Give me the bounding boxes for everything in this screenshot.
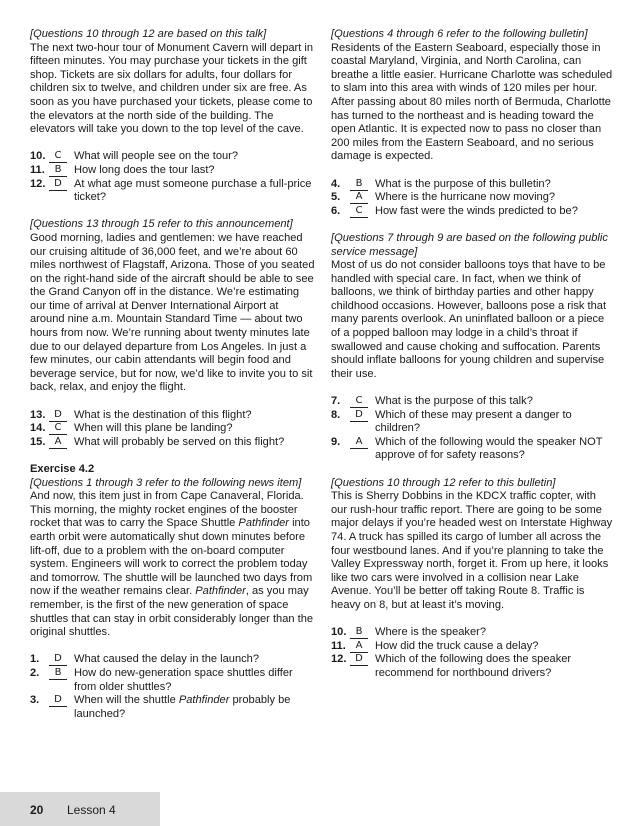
question-number: 4. (331, 177, 341, 190)
passage: This is Sherry Dobbins in the KDCX traffic copter, with our rush-hour traffic report. There are going to be some major delays if you’re headed west on Interstate Highway 74. A truck has spilled its cargo of lumber all across the four westbound lanes. And if you’re planning to take the Valley Expressway north, forget it. From up here, it looks like two cars were involved in a collision near Lake Avenue. You’ll be better off taking Route 8. Traffic is heavy on 8, but at least it’s moving. (331, 490, 613, 611)
page-number: 20 (30, 803, 44, 817)
answer-blank: D (49, 694, 67, 707)
answer-blank: A (350, 436, 368, 449)
answer-blank: D (350, 653, 368, 666)
question-item (30, 667, 315, 694)
section-heading: [Questions 10 through 12 refer to this bulletin] (331, 476, 556, 489)
answer-blank: C (350, 395, 368, 408)
passage-text: , as you may remember, is the first of the new generation of space shuttles that can stay in orbit considerably longer than the original shuttles. (30, 585, 314, 639)
question-text: What will people see on the tour? (74, 150, 239, 163)
question-text: What is the purpose of this talk? (375, 395, 533, 408)
answer-blank: B (350, 178, 368, 191)
answer-blank: A (350, 191, 368, 204)
question-number: 7. (331, 395, 341, 408)
question-number: 12. (331, 653, 347, 666)
question-list (30, 150, 315, 204)
answer-blank: D (49, 653, 67, 666)
page-footer (0, 792, 160, 826)
passage-text: And now, this item just in from Cape Canaveral, Florida. This morning, the mighty rocket engines of the booster rocket that was to carry the Space Shuttle (30, 490, 304, 530)
question-text: What will probably be served on this flight? (74, 435, 285, 448)
section-heading: [Questions 10 through 12 are based on this talk] (30, 28, 267, 40)
question-item (331, 395, 613, 409)
question-list (331, 395, 613, 463)
question-number: 13. (30, 408, 46, 421)
question-text (74, 694, 315, 721)
question-item (30, 653, 315, 667)
question-item (30, 409, 315, 423)
question-text: How did the truck cause a delay? (375, 639, 539, 652)
section-heading: [Questions 7 through 9 are based on the following public service message] (331, 231, 608, 258)
question-number: 3. (30, 694, 40, 707)
question-item (331, 640, 613, 654)
passage-italic: Pathfinder (238, 517, 289, 530)
left-column (30, 28, 315, 721)
answer-blank: A (49, 436, 67, 449)
answer-blank: D (350, 409, 368, 422)
question-item (331, 178, 613, 192)
question-item (30, 150, 315, 164)
section-heading: [Questions 13 through 15 refer to this announcement] (30, 218, 293, 231)
question-text: Where is the speaker? (375, 626, 486, 639)
question-number: 9. (331, 435, 341, 448)
question-text: How long does the tour last? (74, 163, 215, 176)
question-number: 6. (331, 204, 341, 217)
question-text: Which of the following would the speaker NOT approve of for safety reasons? (375, 435, 603, 462)
answer-blank: D (49, 409, 67, 422)
question-text: What caused the delay in the launch? (74, 653, 260, 666)
question-text: Which of the following does the speaker recommend for northbound drivers? (375, 653, 572, 679)
question-number: 14. (30, 422, 46, 435)
question-list (331, 626, 613, 680)
question-text: Where is the hurricane now moving? (375, 191, 556, 204)
question-text: How fast were the winds predicted to be? (375, 204, 578, 217)
question-item (331, 626, 613, 640)
question-item (30, 422, 315, 436)
passage: Residents of the Eastern Seaboard, especially those in coastal Maryland, Virginia, and North Carolina, can breathe a little easier. Hurricane Charlotte was scheduled to slam into this area with winds of 120 miles per hour. After passing about 80 miles north of Bermuda, Charlotte has turned to the northeast and is heading toward the open Atlantic. It is expected now to pass no closer than 200 miles from the Eastern Seaboard, and no serious damage is expected. (331, 41, 613, 163)
section-heading: [Questions 4 through 6 refer to the following bulletin] (331, 28, 588, 40)
question-item (30, 694, 315, 721)
question-number: 1. (30, 653, 40, 666)
right-column (331, 28, 613, 681)
question-text: What is the purpose of this bulletin? (375, 177, 551, 190)
question-number: 10. (331, 626, 347, 639)
question-number: 15. (30, 435, 46, 448)
question-text-part: probably be launched? (74, 694, 291, 720)
answer-blank: C (49, 150, 67, 163)
answer-blank: B (49, 667, 67, 680)
passage: Most of us do not consider balloons toys that have to be handled with special care. In fact, when we think of balloons, we think of birthday parties and other happy childhood occasions. However, balloons pose a risk that many parents overlook. An uninflated balloon or a piece of a popped balloon may lodge in a child’s throat if swallowed and cause choking and suffocation. Parents should inflate balloons for young children and supervise their use. (331, 259, 607, 380)
passage-text: into earth orbit were automatically shut down minutes before lift-off, due to a problem with the on-board computer system. Engineers will work to correct the problem today and tomorrow. The shuttle will be launched two days from now if the weather remains clear. (30, 517, 313, 598)
question-text: When will this plane be landing? (74, 422, 233, 435)
question-text: What is the destination of this flight? (74, 408, 252, 421)
answer-blank: D (49, 178, 67, 191)
question-text: Which of these may present a danger to children? (375, 408, 572, 435)
question-text-italic: Pathfinder (178, 694, 230, 707)
question-item (30, 178, 315, 205)
passage: Good morning, ladies and gentlemen: we have reached our cruising altitude of 36,000 feet, and we’re about 60 miles northwest of Flagstaff, Arizona. Those of you seated on the right-hand side of the aircraft should be able to see the Grand Canyon off in the distance. We’re estimating our time of arrival at Denver International Airport at around nine a.m. Mountain Standard Time — about two hours from now. We’re running about twenty minutes late due to our delayed departure from Los Angeles. In just a few minutes, our cabin attendants will begin food and beverage service, but for now, we’d like to invite you to sit back, relax, and enjoy the flight. (30, 231, 315, 394)
question-item (331, 191, 613, 205)
question-number: 11. (331, 639, 346, 652)
question-list (30, 653, 315, 721)
question-number: 10. (30, 150, 46, 163)
exercise-title: Exercise 4.2 (30, 463, 95, 475)
passage: The next two-hour tour of Monument Cavern will depart in fifteen minutes. You may purchase your tickets in the gift shop. Tickets are six dollars for adults, four dollars for children six to twelve, and children under six are free. As soon as you have purchased your tickets, please come to the elevators at the north side of the building. The elevators will take you down to the top level of the cave. (30, 41, 314, 136)
passage (30, 490, 315, 640)
section-heading: [Questions 1 through 3 refer to the following news item] (30, 476, 302, 489)
question-item (30, 164, 315, 178)
question-item (331, 436, 613, 463)
question-item (331, 653, 613, 680)
passage-italic: Pathfinder (195, 585, 246, 598)
lesson-label: Lesson 4 (67, 803, 116, 817)
answer-blank: C (49, 422, 67, 435)
question-number: 11. (30, 163, 45, 176)
question-list (30, 409, 315, 450)
question-number: 2. (30, 666, 40, 679)
answer-blank: B (49, 164, 67, 177)
question-text: How do new-generation space shuttles differ from older shuttles? (74, 666, 293, 693)
question-text-part: When will the shuttle (74, 694, 179, 707)
answer-blank: B (350, 626, 368, 639)
question-item (331, 409, 613, 436)
answer-blank: C (350, 205, 368, 218)
answer-blank: A (350, 640, 368, 653)
question-number: 5. (331, 191, 341, 204)
question-item (331, 205, 613, 219)
question-item (30, 436, 315, 450)
question-text: At what age must someone purchase a full-price ticket? (74, 177, 312, 204)
question-number: 8. (331, 408, 341, 421)
question-list (331, 178, 613, 219)
question-number: 12. (30, 177, 46, 190)
